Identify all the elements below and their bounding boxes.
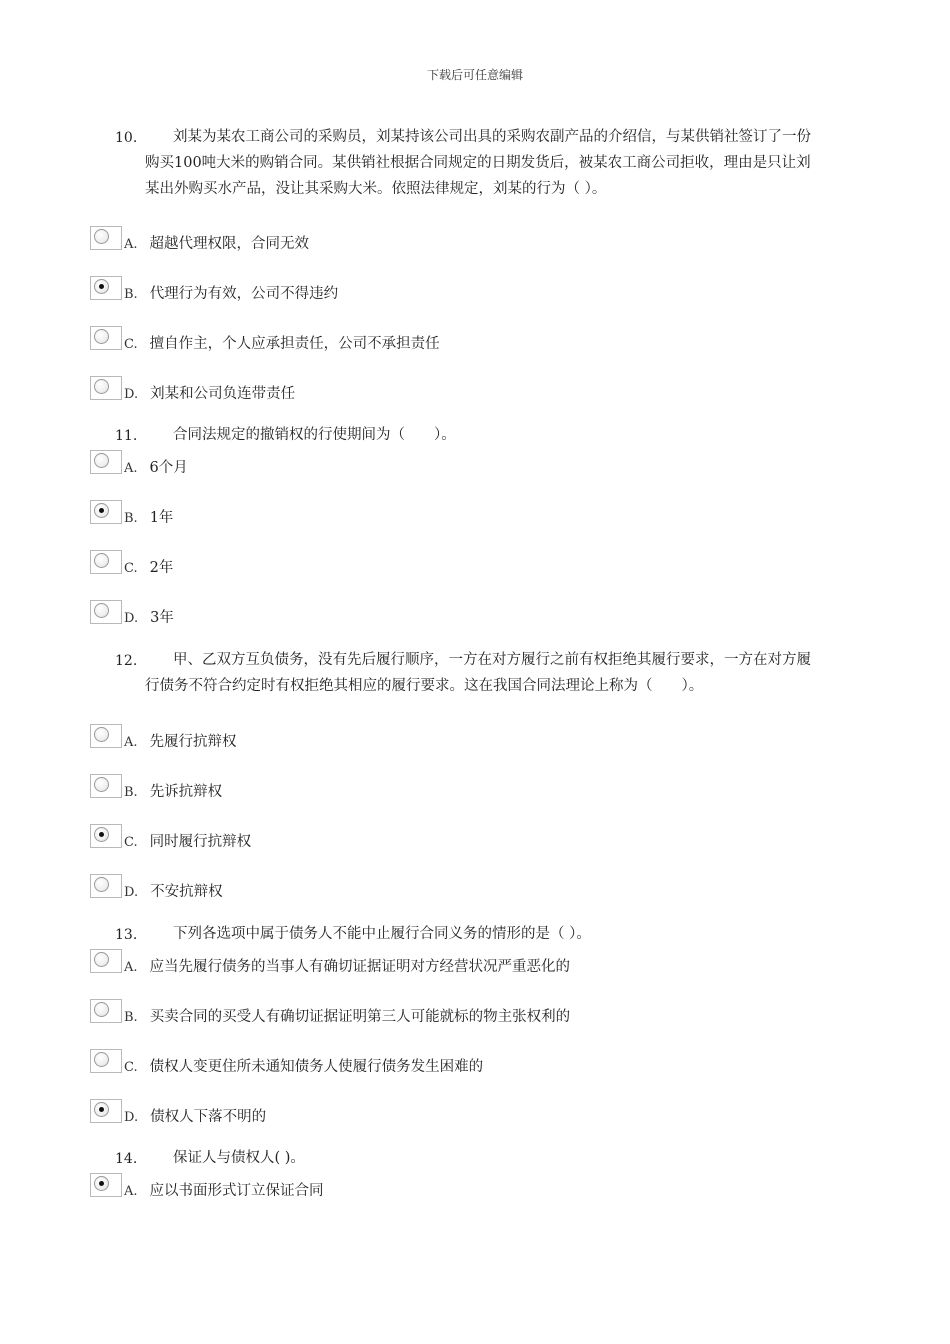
question-12-text: 甲、乙双方互负债务，没有先后履行顺序，一方在对方履行之前有权拒绝其履行要求，一方在对方履行债务不符合约定时有权拒绝其相应的履行要求。这在我国合同法理论上称为（ ）。 xyxy=(145,652,811,694)
question-10-text: 刘某为某农工商公司的采购员，刘某持该公司出具的采购农副产品的介绍信，与某供销社签订了一份购买100吨大米的购销合同。某供销社根据合同规定的日期发货后，被某农工商公司拒收，理由是只让刘某出外购买水产品，没让其采购大米。依照法律规定，刘某的行为（ ）。 xyxy=(145,129,811,197)
option-text: 3年 xyxy=(150,610,174,626)
radio-unchecked-icon xyxy=(94,777,109,792)
radio-button[interactable] xyxy=(90,874,122,898)
option-letter: C. xyxy=(124,561,138,576)
radio-button[interactable] xyxy=(90,500,122,524)
option-text: 债权人下落不明的 xyxy=(150,1109,267,1125)
page-header: 下载后可任意编辑 xyxy=(426,68,523,82)
option-text: 刘某和公司负连带责任 xyxy=(150,386,296,402)
question-12-option-b[interactable] xyxy=(90,772,790,798)
option-letter: A. xyxy=(124,237,138,252)
option-letter: C. xyxy=(124,1060,138,1075)
option-letter: B. xyxy=(124,511,138,526)
question-14-text: 保证人与债权人( )。 xyxy=(173,1150,305,1166)
radio-button[interactable] xyxy=(90,774,122,798)
question-10-option-c[interactable] xyxy=(90,324,790,350)
option-text: 债权人变更住所未通知债务人使履行债务发生困难的 xyxy=(149,1059,484,1075)
radio-unchecked-icon xyxy=(94,603,109,618)
option-letter: D. xyxy=(124,611,139,626)
radio-unchecked-icon xyxy=(94,229,109,244)
question-12-option-c[interactable] xyxy=(90,822,790,848)
option-text: 买卖合同的买受人有确切证据证明第三人可能就标的物主张权利的 xyxy=(149,1009,571,1025)
option-letter: D. xyxy=(124,1110,139,1125)
radio-unchecked-icon xyxy=(94,1052,109,1067)
option-text: 代理行为有效，公司不得违约 xyxy=(149,286,339,302)
option-text: 6个月 xyxy=(149,460,188,476)
radio-button[interactable] xyxy=(90,1173,122,1197)
option-letter: C. xyxy=(124,337,138,352)
radio-button[interactable] xyxy=(90,824,122,848)
question-13-option-b[interactable] xyxy=(90,997,790,1023)
radio-checked-icon xyxy=(94,1176,109,1191)
option-letter: B. xyxy=(124,785,138,800)
question-14-option-a[interactable] xyxy=(90,1171,790,1197)
option-letter: A. xyxy=(124,960,138,975)
question-13-option-c[interactable] xyxy=(90,1047,790,1073)
radio-unchecked-icon xyxy=(94,379,109,394)
option-text: 超越代理权限，合同无效 xyxy=(149,236,310,252)
option-letter: A. xyxy=(124,461,138,476)
question-13-number: 13. xyxy=(115,927,138,943)
radio-button[interactable] xyxy=(90,999,122,1023)
radio-button[interactable] xyxy=(90,326,122,350)
radio-button[interactable] xyxy=(90,276,122,300)
radio-button[interactable] xyxy=(90,450,122,474)
question-12-number: 12. xyxy=(115,653,138,669)
question-10-option-b[interactable] xyxy=(90,274,790,300)
radio-button[interactable] xyxy=(90,550,122,574)
option-text: 先诉抗辩权 xyxy=(149,784,223,800)
option-text: 2年 xyxy=(149,560,174,576)
question-13-option-d[interactable] xyxy=(90,1097,790,1123)
option-text: 同时履行抗辩权 xyxy=(149,834,252,850)
question-11-option-d[interactable] xyxy=(90,598,790,624)
radio-button[interactable] xyxy=(90,226,122,250)
question-14-number: 14. xyxy=(115,1151,138,1167)
radio-unchecked-icon xyxy=(94,877,109,892)
radio-button[interactable] xyxy=(90,1049,122,1073)
question-11-option-a[interactable] xyxy=(90,448,790,474)
option-letter: A. xyxy=(124,1184,138,1199)
radio-unchecked-icon xyxy=(94,453,109,468)
option-letter: B. xyxy=(124,287,138,302)
radio-unchecked-icon xyxy=(94,1002,109,1017)
radio-button[interactable] xyxy=(90,600,122,624)
question-10-number: 10. xyxy=(115,130,138,146)
radio-checked-icon xyxy=(94,279,109,294)
question-11-number: 11. xyxy=(115,428,138,444)
radio-button[interactable] xyxy=(90,949,122,973)
option-letter: C. xyxy=(124,835,138,850)
option-text: 先履行抗辩权 xyxy=(149,734,237,750)
radio-checked-icon xyxy=(94,1102,109,1117)
question-10-option-a[interactable] xyxy=(90,224,790,250)
radio-unchecked-icon xyxy=(94,727,109,742)
question-13-option-a[interactable] xyxy=(90,947,790,973)
question-10-option-d[interactable] xyxy=(90,374,790,400)
question-12-option-d[interactable] xyxy=(90,872,790,898)
radio-unchecked-icon xyxy=(94,329,109,344)
option-text: 1年 xyxy=(149,510,174,526)
option-letter: A. xyxy=(124,735,138,750)
option-text: 擅自作主，个人应承担责任，公司不承担责任 xyxy=(149,336,440,352)
question-13-text: 下列各选项中属于债务人不能中止履行合同义务的情形的是（ ）。 xyxy=(173,926,591,942)
question-12-option-a[interactable] xyxy=(90,722,790,748)
option-letter: D. xyxy=(124,387,139,402)
option-text: 应当先履行债务的当事人有确切证据证明对方经营状况严重恶化的 xyxy=(149,959,571,975)
radio-unchecked-icon xyxy=(94,952,109,967)
option-text: 不安抗辩权 xyxy=(150,884,223,900)
radio-button[interactable] xyxy=(90,1099,122,1123)
option-letter: D. xyxy=(124,885,139,900)
question-11-option-b[interactable] xyxy=(90,498,790,524)
question-11-text: 合同法规定的撤销权的行使期间为（ ）。 xyxy=(173,427,456,443)
question-11-option-c[interactable] xyxy=(90,548,790,574)
option-text: 应以书面形式订立保证合同 xyxy=(149,1183,324,1199)
radio-button[interactable] xyxy=(90,376,122,400)
radio-checked-icon xyxy=(94,827,109,842)
radio-button[interactable] xyxy=(90,724,122,748)
radio-unchecked-icon xyxy=(94,553,109,568)
radio-checked-icon xyxy=(94,503,109,518)
option-letter: B. xyxy=(124,1010,138,1025)
